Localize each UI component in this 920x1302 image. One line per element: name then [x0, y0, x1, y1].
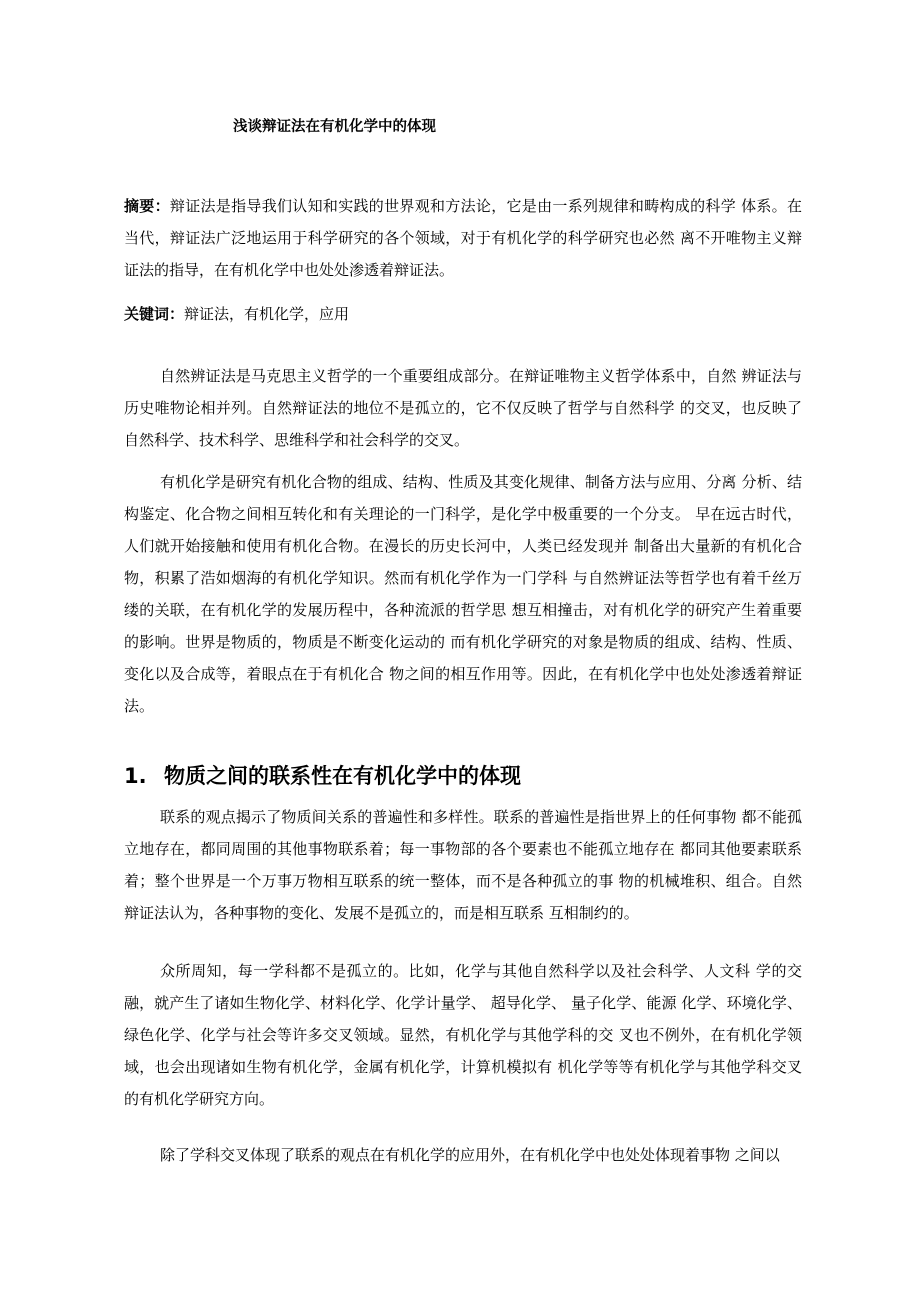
document-title: 浅谈辩证法在有机化学中的体现	[233, 119, 436, 135]
keywords-label: 关键词：	[124, 305, 185, 323]
body-paragraph-2: 有机化学是研究有机化合物的组成、结构、性质及其变化规律、制备方法与应用、分离 分析、结构鉴定、化合物之间相互转化和有关理论的一门科学，是化学中极重要的一个分支。 早在远古时代，人们就开始接触和使用有机化合物。在漫长的历史长河中，人类已经发现并 制备出大量新的有机化合物，积累了浩如烟海的有机化学知识。然而有机化学作为一门学科 与自然辨证法等哲学也有着千丝万缕的关联，在有机化学的发展历程中，各种流派的哲学思 想互相撞击，对有机化学的研究产生着重要的影响。世界是物质的，物质是不断变化运动的 而有机化学研究的对象是物质的组成、结构、性质、变化以及合成等，着眼点在于有机化合 物之间的相互作用等。因此，在有机化学中也处处渗透着辩证法。	[124, 473, 802, 715]
body-paragraph-5: 除了学科交叉体现了联系的观点在有机化学的应用外，在有机化学中也处处体现着事物 之间以	[160, 1146, 780, 1164]
abstract-text: 辩证法是指导我们认知和实践的世界观和方法论，它是由一系列规律和畴构成的科学 体系。在当代，辩证法广泛地运用于科学研究的各个领域，对于有机化学的科学研究也必然 离不开唯物主义辩证法的指导，在有机化学中也处处渗透着辩证法。	[124, 197, 802, 279]
body-paragraph-4: 众所周知，每一学科都不是孤立的。比如，化学与其他自然科学以及社会科学、人文科 学的交融，就产生了诸如生物化学、材料化学、化学计量学、 超导化学、 量子化学、能源 化学、环境化学、绿色化学、化学与社会等许多交叉领域。显然，有机化学与其他学科的交 叉也不例外，在有机化学领域，也会出现诸如生物有机化学，金属有机化学，计算机模拟有 机化学等等有机化学与其他学科交叉的有机化学研究方向。	[124, 962, 802, 1108]
section-number: 1.	[124, 764, 147, 788]
body-paragraph-3: 联系的观点揭示了物质间关系的普遍性和多样性。联系的普遍性是指世界上的任何事物 都不能孤立地存在，都同周围的其他事物联系着；每一事物部的各个要素也不能孤立地存在 都同其他要素联系着；整个世界是一个万事万物相互联系的统一整体，而不是各种孤立的事 物的机械堆积、组合。自然辩证法认为，各种事物的变化、发展不是孤立的，而是相互联系 互相制约的。	[124, 808, 802, 922]
abstract-label: 摘要：	[124, 197, 170, 215]
section-heading-1	[124, 759, 521, 793]
abstract-paragraph	[124, 190, 802, 286]
body-paragraph-1: 自然辨证法是马克思主义哲学的一个重要组成部分。在辩证唯物主义哲学体系中，自然 辨证法与历史唯物论相并列。自然辩证法的地位不是孤立的，它不仅反映了哲学与自然科学 的交叉，也反映了自然科学、技术科学、思维科学和社会科学的交叉。	[124, 367, 802, 449]
keywords-line	[124, 298, 802, 330]
keywords-text: 辩证法，有机化学，应用	[184, 305, 350, 323]
section-title: 物质之间的联系性在有机化学中的体现	[164, 764, 521, 788]
